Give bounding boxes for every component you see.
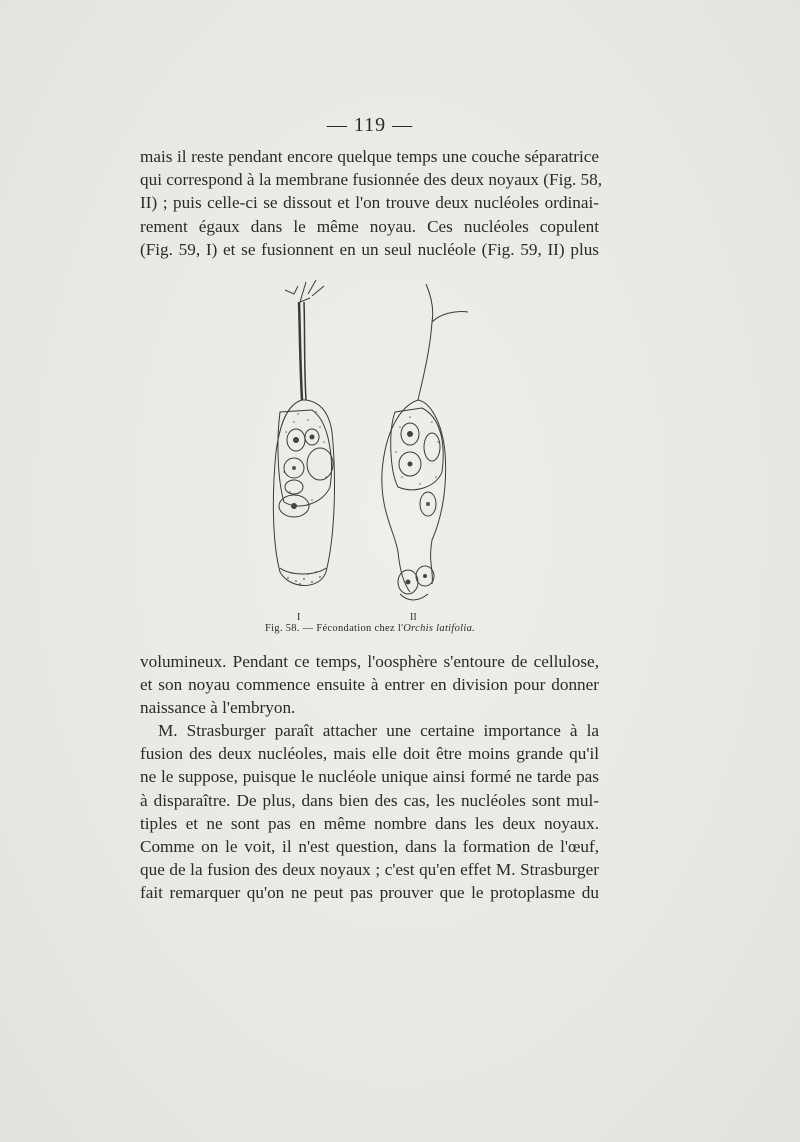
paragraph-1: [140, 145, 603, 261]
text-line: naissance à l'embryon.: [140, 698, 296, 718]
embryo-sac-drawing-1: [273, 280, 334, 586]
figure-label-ii: II: [410, 612, 417, 623]
caption-text: Fig. 58. — Fécondation chez l': [264, 623, 404, 634]
text-line: et son noyau commence ensuite à entrer en division pour donner: [140, 675, 599, 695]
text-line: qui correspond à la membrane fusionnée des deux noyaux (Fig. 58,: [140, 170, 603, 190]
embryo-sac-drawing-2: [382, 284, 468, 600]
text-line: rement égaux dans le même noyau. Ces nucléoles copulent: [140, 216, 599, 236]
text-line: volumineux. Pendant ce temps, l'oosphère s'entoure de cellulose,: [140, 652, 599, 671]
figure-caption: [0, 623, 740, 634]
text-line: M. Strasburger paraît attacher une certaine importance à la: [158, 721, 599, 740]
page-number: — 119 —: [326, 114, 414, 136]
paragraph-2: [140, 650, 599, 720]
paragraph-3: [140, 719, 599, 905]
text-line: ne le suppose, puisque le nucléole unique ainsi formé ne tarde pas: [140, 767, 599, 787]
text-line: que de la fusion des deux noyaux ; c'est qu'en effet M. Strasburger: [140, 860, 599, 880]
figure-label-i: I: [297, 612, 301, 623]
text-line: fait remarquer qu'on ne peut pas prouver que le protoplasme du: [140, 883, 599, 903]
text-line: II) ; puis celle-ci se dissout et l'on trouve deux nucléoles ordinai-: [140, 193, 599, 213]
caption-species: Orchis latifolia.: [403, 623, 476, 634]
text-line: Comme on le voit, il n'est question, dans la formation de l'œuf,: [140, 837, 599, 857]
fecondation-illustration: [250, 272, 490, 612]
text-line: (Fig. 59, I) et se fusionnent en un seul nucléole (Fig. 59, II) plus: [140, 239, 599, 259]
text-line: fusion des deux nucléoles, mais elle doit être moins grande qu'il: [140, 744, 599, 764]
text-line: tiples et ne sont pas en même nombre dans les deux noyaux.: [140, 813, 599, 833]
text-line: mais il reste pendant encore quelque temps une couche séparatrice: [140, 147, 599, 166]
text-line: à disparaître. De plus, dans bien des cas, les nucléoles sont mul-: [140, 790, 599, 810]
